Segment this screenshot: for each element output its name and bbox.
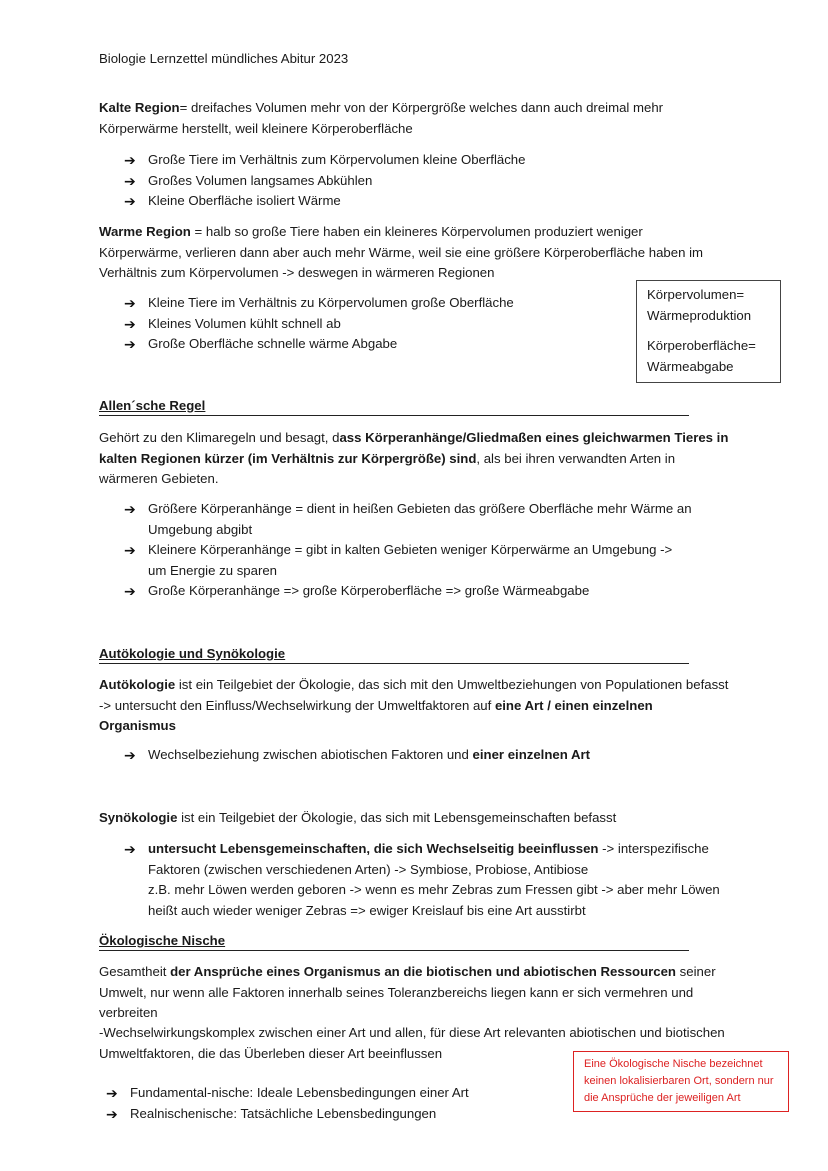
arrow-icon: ➔	[124, 295, 136, 311]
arrow-icon: ➔	[106, 1105, 118, 1122]
arrow-icon: ➔	[124, 841, 136, 857]
info-box	[636, 280, 781, 383]
arrow-icon: ➔	[124, 152, 136, 168]
allen-paragraph: Gehört zu den Klimaregeln und besagt, dass Körperanhänge/Gliedmaßen eines gleichwarmen Tieres in kalten Regionen kürzer (im Verhältnis zur Körpergröße) sind, als bei ihren verwandten Arten in wärmeren Gebieten.	[99, 430, 729, 486]
list-item: ➔ Große Oberfläche schnelle wärme Abgabe	[124, 334, 604, 355]
warme-region-paragraph	[99, 222, 729, 284]
info-box-line: Wärmeproduktion	[647, 307, 752, 323]
list-item: ➔ Große Tiere im Verhältnis zum Körpervolumen kleine Oberfläche	[124, 150, 734, 171]
arrow-icon: ➔	[124, 315, 136, 332]
arrow-icon: ➔	[106, 1085, 118, 1101]
arrow-icon: ➔	[124, 542, 136, 558]
kalte-region-text: = dreifaches Volumen mehr von der Körpergröße welches dann auch dreimal mehr Körperwärme herstellt, weil kleinere Körperoberfläche	[99, 100, 664, 136]
arrow-icon: ➔	[124, 336, 136, 352]
allen-bullets	[124, 499, 734, 602]
nische-heading: Ökologische Nische	[99, 932, 689, 951]
oekologie-heading: Autökologie und Synökologie	[99, 645, 689, 664]
list-item: ➔ Kleines Volumen kühlt schnell ab	[124, 314, 604, 335]
list-item: ➔ Fundamental-nische: Ideale Lebensbedingungen einer Art	[106, 1083, 566, 1104]
kalte-region-term: Kalte Region	[99, 100, 180, 115]
nische-paragraph-2: -Wechselwirkungskomplex zwischen einer Art und allen, für diese Art relevanten abiotischen und biotischen Umweltfaktoren, die das Überleben dieser Art beeinflussen	[99, 1025, 725, 1061]
arrow-icon: ➔	[124, 747, 136, 763]
list-item: ➔ Größere Körperanhänge = dient in heißen Gebieten das größere Oberfläche mehr Wärme an Umgebung abgibt	[124, 501, 692, 537]
list-item: ➔ Großes Volumen langsames Abkühlen	[124, 171, 734, 192]
list-item: ➔ Kleinere Körperanhänge = gibt in kalten Gebieten weniger Körperwärme an Umgebung -> um Energie zu sparen	[124, 542, 673, 578]
info-box-line: Wärmeabgabe	[647, 358, 734, 374]
nische-bullets	[106, 1083, 566, 1124]
synoekologie-example: z.B. mehr Löwen werden geboren -> wenn es mehr Zebras zum Fressen gibt -> aber mehr Löwen heißt auch wieder weniger Zebras => ewiger Kreislauf bis eine Art ausstirbt	[148, 882, 720, 918]
list-item: ➔ Kleine Oberfläche isoliert Wärme	[124, 191, 734, 212]
document-title: Biologie Lernzettel mündliches Abitur 2023	[99, 51, 349, 66]
arrow-icon: ➔	[124, 501, 136, 517]
warme-region-bullets	[124, 293, 604, 355]
autoekologie-bullets	[124, 745, 734, 766]
arrow-icon: ➔	[124, 193, 136, 209]
list-item: ➔ Realnischenische: Tatsächliche Lebensbedingungen	[106, 1104, 566, 1125]
warme-region-text: = halb so große Tiere haben ein kleineres Körpervolumen produziert weniger Körperwärme, verlieren dann aber auch mehr Wärme, weil sie eine größere Körperoberfläche haben im Verhältnis zum Körpervolumen -> deswegen in wärmeren Regionen	[99, 224, 703, 280]
kalte-region-paragraph	[99, 98, 739, 139]
nische-note-box: Eine Ökologische Nische bezeichnet keinen lokalisierbaren Ort, sondern nur die Ansprüche der jeweiligen Art	[573, 1051, 789, 1112]
synoekologie-paragraph: Synökologie ist ein Teilgebiet der Ökologie, das sich mit Lebensgemeinschaften befasst	[99, 810, 617, 825]
nische-paragraph: Gesamtheit der Ansprüche eines Organismus an die biotischen und abiotischen Ressourcen seiner Umwelt, nur wenn alle Faktoren innerhalb seines Toleranzbereichs liegen kann er sich vermehren und verbreiten	[99, 964, 716, 1020]
warme-region-term: Warme Region	[99, 224, 191, 239]
kalte-region-bullets	[124, 150, 734, 212]
list-item: ➔ Wechselbeziehung zwischen abiotischen Faktoren und einer einzelnen Art	[124, 745, 734, 766]
allen-heading: Allen´sche Regel	[99, 397, 689, 416]
list-item: ➔ Kleine Tiere im Verhältnis zu Körpervolumen große Oberfläche	[124, 293, 604, 314]
list-item: ➔ Große Körperanhänge => große Körperoberfläche => große Wärmeabgabe	[124, 581, 734, 602]
arrow-icon: ➔	[124, 583, 136, 599]
synoekologie-bullets	[124, 839, 724, 921]
info-box-line: Körpervolumen=	[647, 287, 745, 302]
info-box-line: Körperoberfläche=	[647, 338, 756, 353]
autoekologie-paragraph: Autökologie ist ein Teilgebiet der Ökologie, das sich mit den Umweltbeziehungen von Populationen befasst -> untersucht den Einfluss/Wechselwirkung der Umweltfaktoren auf eine Art / einen einzelnen Organismus	[99, 677, 729, 733]
list-item: ➔ untersucht Lebensgemeinschaften, die sich Wechselseitig beeinflussen -> interspezifische Faktoren (zwischen verschiedenen Arten) -> Symbiose, Probiose, Antibiose z.B. mehr Löwen werden geboren -> wenn es mehr Zebras zum Fressen gibt -> aber mehr Löwen heißt auch wieder weniger Zebras => ewiger Kreislauf bis eine Art ausstirbt	[124, 839, 724, 921]
arrow-icon: ➔	[124, 172, 136, 189]
